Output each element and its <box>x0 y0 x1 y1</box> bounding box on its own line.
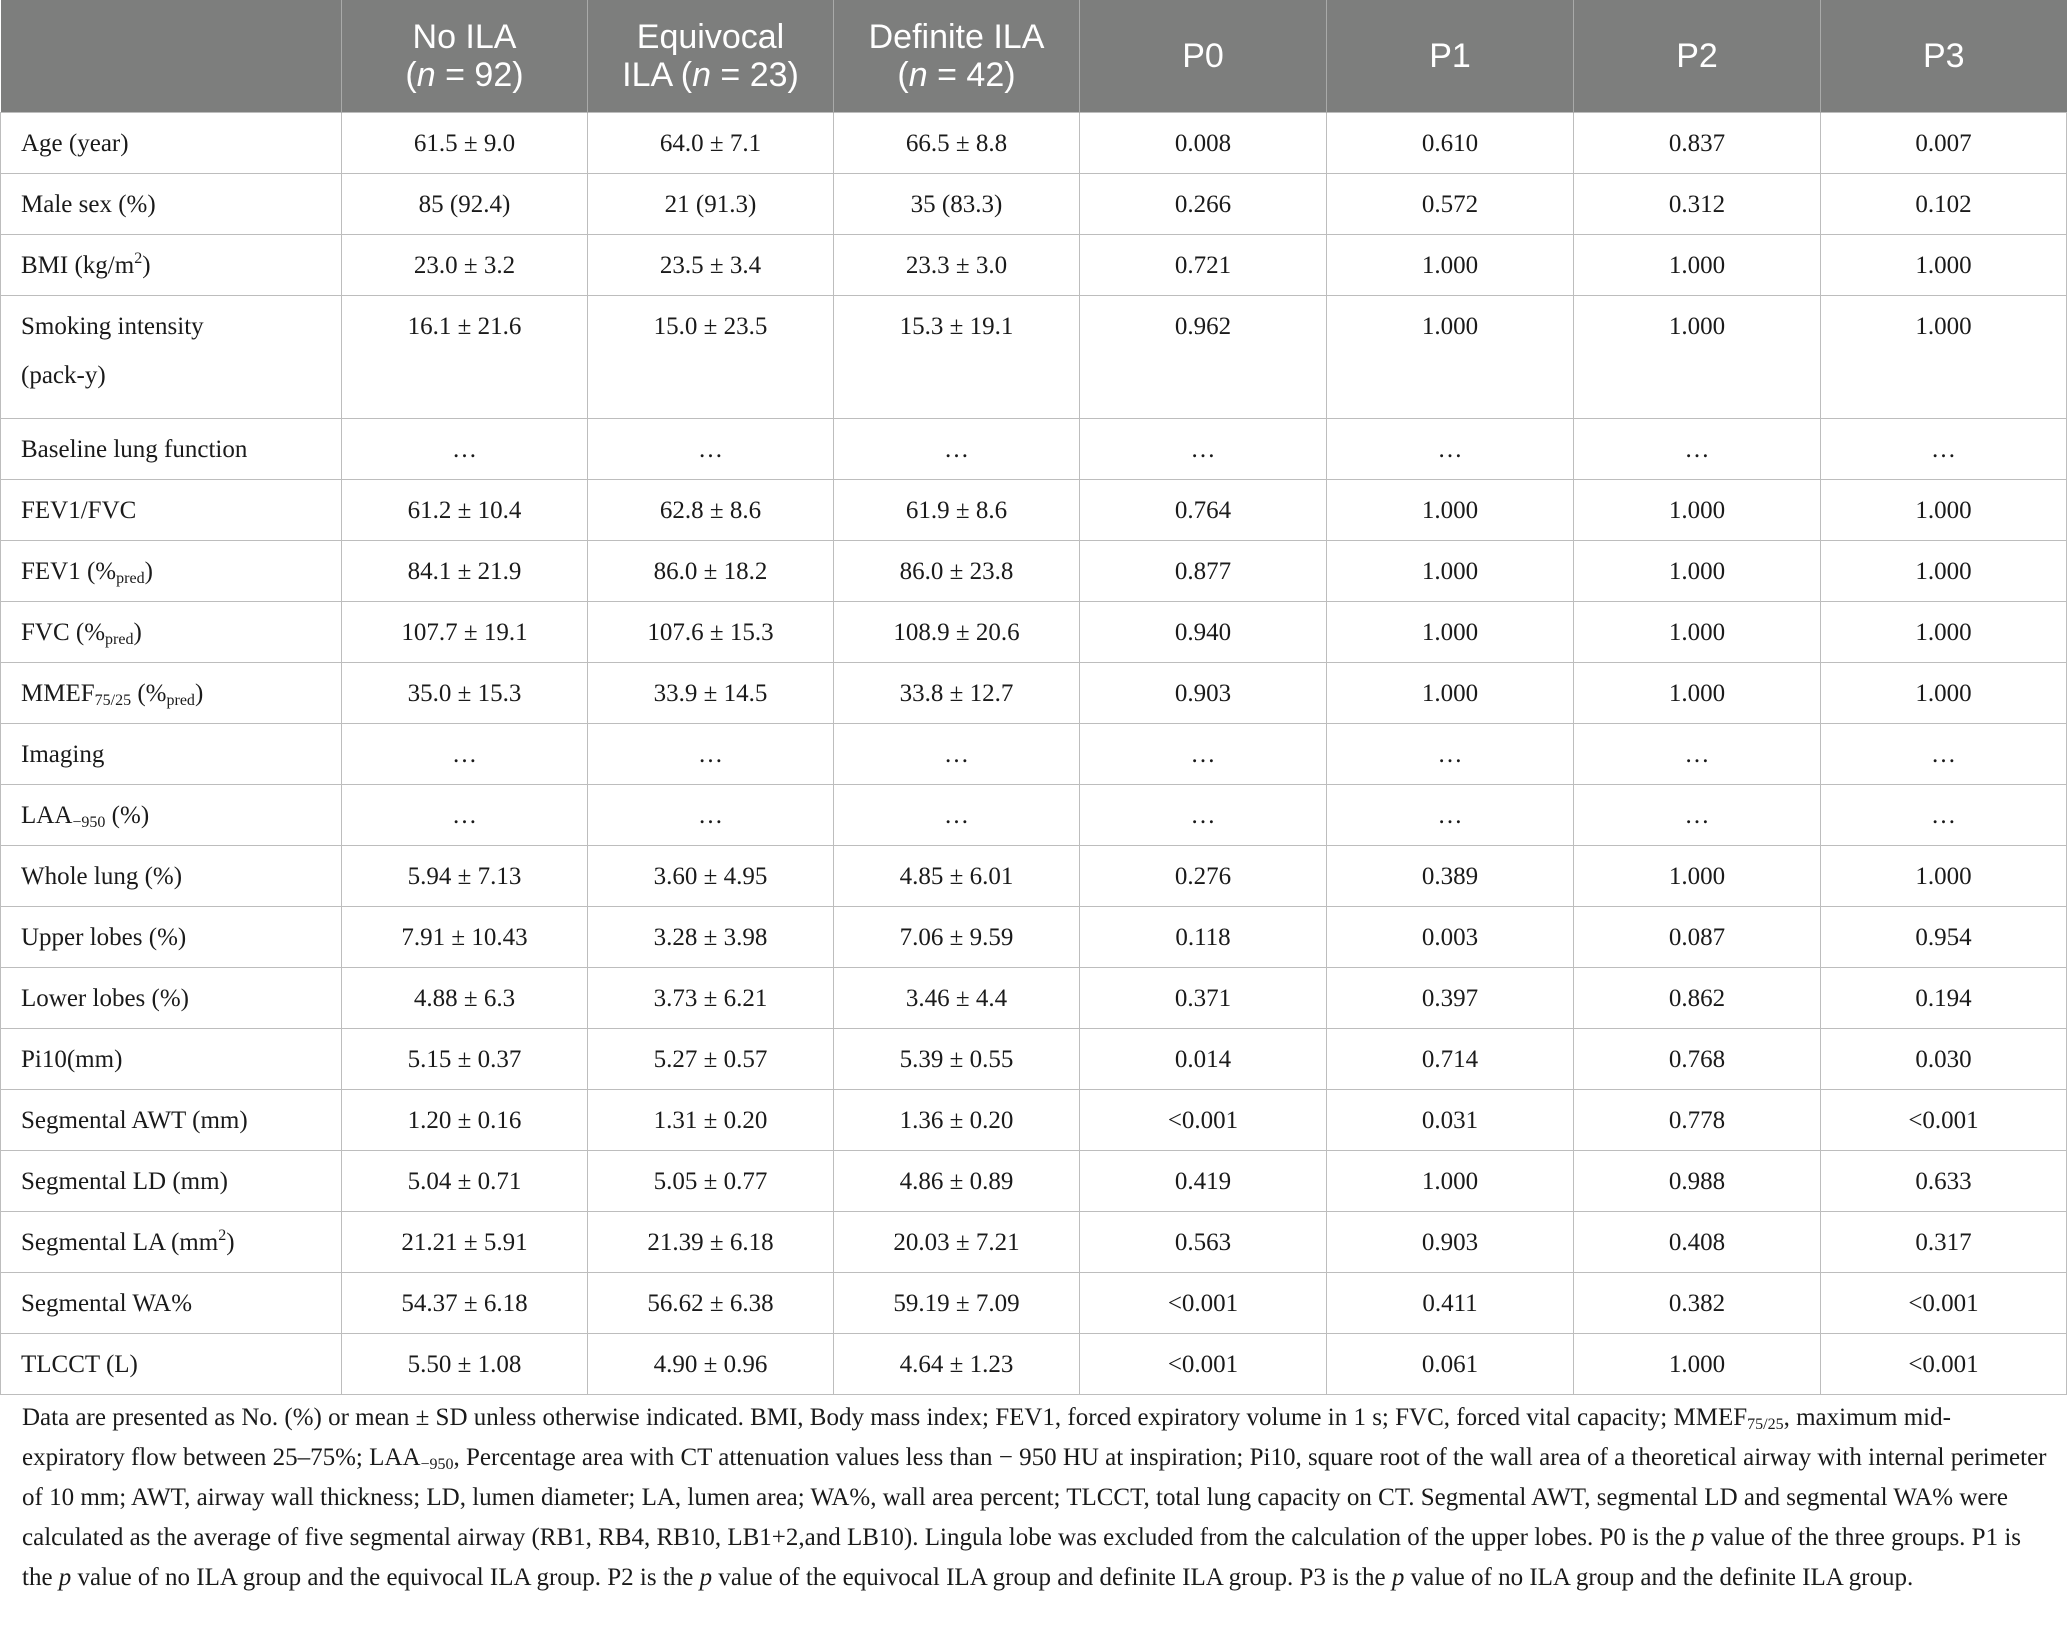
cell-equivocal: 107.6 ± 15.3 <box>588 602 834 663</box>
cell-no-ila: 21.21 ± 5.91 <box>342 1212 588 1273</box>
cell-p1: 0.572 <box>1327 174 1574 235</box>
row-label: Segmental WA% <box>1 1273 342 1334</box>
cell-p3: <0.001 <box>1821 1334 2067 1395</box>
table-row <box>1 602 2067 663</box>
cell-equivocal: 33.9 ± 14.5 <box>588 663 834 724</box>
cell-equivocal: … <box>588 724 834 785</box>
cell-p0: 0.903 <box>1080 663 1327 724</box>
header-p2: P2 <box>1574 0 1821 113</box>
cell-p1: 1.000 <box>1327 1151 1574 1212</box>
header-no-ila-title: No ILA <box>412 18 517 56</box>
cell-equivocal: 5.27 ± 0.57 <box>588 1029 834 1090</box>
cell-p1: 1.000 <box>1327 602 1574 663</box>
header-definite-count <box>840 56 1073 94</box>
cell-definite: 20.03 ± 7.21 <box>834 1212 1080 1273</box>
table-row <box>1 541 2067 602</box>
cell-p2: 0.778 <box>1574 1090 1821 1151</box>
cell-no-ila: 23.0 ± 3.2 <box>342 235 588 296</box>
table-row <box>1 846 2067 907</box>
cell-equivocal: 1.31 ± 0.20 <box>588 1090 834 1151</box>
label-subscript: pred <box>116 570 145 587</box>
cell-no-ila: 7.91 ± 10.43 <box>342 907 588 968</box>
label-tail: ) <box>226 1229 235 1256</box>
ila-prefix: ILA ( <box>622 56 693 94</box>
cell-definite: 1.36 ± 0.20 <box>834 1090 1080 1151</box>
cell-p2: 1.000 <box>1574 480 1821 541</box>
cell-definite: 23.3 ± 3.0 <box>834 235 1080 296</box>
cell-no-ila: 107.7 ± 19.1 <box>342 602 588 663</box>
cell-no-ila: 5.04 ± 0.71 <box>342 1151 588 1212</box>
header-definite-title: Definite ILA <box>868 18 1045 56</box>
row-label: Lower lobes (%) <box>1 968 342 1029</box>
cell-p3: 1.000 <box>1821 846 2067 907</box>
cell-p3: 0.633 <box>1821 1151 2067 1212</box>
header-equivocal-count <box>594 56 827 94</box>
cell-p0: 0.764 <box>1080 480 1327 541</box>
cell-p1: 1.000 <box>1327 235 1574 296</box>
cell-p0: 0.276 <box>1080 846 1327 907</box>
header-no-ila-count <box>348 56 581 94</box>
cell-definite: 33.8 ± 12.7 <box>834 663 1080 724</box>
cell-definite: 4.86 ± 0.89 <box>834 1151 1080 1212</box>
table-row <box>1 1212 2067 1273</box>
cell-p2: 0.408 <box>1574 1212 1821 1273</box>
cell-definite: 3.46 ± 4.4 <box>834 968 1080 1029</box>
cell-p1: 0.411 <box>1327 1273 1574 1334</box>
footnote-text: value of the equivocal ILA group and definite ILA group. P3 is the <box>712 1564 1392 1591</box>
cell-equivocal: 56.62 ± 6.38 <box>588 1273 834 1334</box>
n-symbol: n <box>416 56 436 94</box>
cell-equivocal: 21.39 ± 6.18 <box>588 1212 834 1273</box>
table-row <box>1 663 2067 724</box>
cell-p3: 0.194 <box>1821 968 2067 1029</box>
cell-equivocal: 21 (91.3) <box>588 174 834 235</box>
label-subscript: −950 <box>72 814 106 831</box>
cell-p1: 1.000 <box>1327 541 1574 602</box>
cell-p0: … <box>1080 419 1327 480</box>
cell-equivocal: … <box>588 419 834 480</box>
row-label: Male sex (%) <box>1 174 342 235</box>
cell-p0: 0.940 <box>1080 602 1327 663</box>
table-row <box>1 968 2067 1029</box>
row-label <box>1 1212 342 1273</box>
cell-equivocal: 15.0 ± 23.5 <box>588 296 834 419</box>
label-text: LAA <box>21 802 73 829</box>
cell-p0: <0.001 <box>1080 1273 1327 1334</box>
cell-p1: 0.397 <box>1327 968 1574 1029</box>
cell-definite: 61.9 ± 8.6 <box>834 480 1080 541</box>
n-value: = 92) <box>435 56 524 94</box>
table-row <box>1 1334 2067 1395</box>
cell-equivocal: 3.73 ± 6.21 <box>588 968 834 1029</box>
cell-p2: 1.000 <box>1574 296 1821 419</box>
cell-p2: 0.837 <box>1574 113 1821 174</box>
header-variable <box>1 0 342 113</box>
cell-p0: 0.371 <box>1080 968 1327 1029</box>
row-label: FEV1/FVC <box>1 480 342 541</box>
cell-equivocal: 62.8 ± 8.6 <box>588 480 834 541</box>
row-label: Whole lung (%) <box>1 846 342 907</box>
cell-p3: 1.000 <box>1821 602 2067 663</box>
cell-no-ila: … <box>342 724 588 785</box>
row-label: Imaging <box>1 724 342 785</box>
label-line-1: Smoking intensity <box>21 313 204 340</box>
cell-p2: … <box>1574 785 1821 846</box>
cell-p1: … <box>1327 785 1574 846</box>
cell-definite: 15.3 ± 19.1 <box>834 296 1080 419</box>
label-tail: ) <box>144 558 153 585</box>
cell-equivocal: 5.05 ± 0.77 <box>588 1151 834 1212</box>
row-label: Segmental LD (mm) <box>1 1151 342 1212</box>
cell-equivocal: 86.0 ± 18.2 <box>588 541 834 602</box>
table-header <box>1 0 2067 113</box>
footnote-p-symbol: p <box>58 1564 72 1591</box>
cell-p0: 0.419 <box>1080 1151 1327 1212</box>
cell-p1: 1.000 <box>1327 480 1574 541</box>
row-label: TLCCT (L) <box>1 1334 342 1395</box>
label-text: BMI (kg/m <box>21 252 135 279</box>
row-label: Segmental AWT (mm) <box>1 1090 342 1151</box>
cell-p0: 0.721 <box>1080 235 1327 296</box>
cell-definite: 108.9 ± 20.6 <box>834 602 1080 663</box>
cell-p3: 0.030 <box>1821 1029 2067 1090</box>
table-row <box>1 724 2067 785</box>
cell-p3: <0.001 <box>1821 1090 2067 1151</box>
footnote-text: , Percentage area with CT attenuation values less than − 950 HU at inspiration; Pi10, square root of the wall area of a theoretical airway with internal perimeter of 10 mm; AWT, airway wall thickness; LD, lumen diameter; LA, lumen area; WA%, wall area percent; TLCCT, total lung capacity on CT. Segmental AWT, segmental LD and segmental WA% were calculated as the average of five segmental airway (RB1, RB4, RB10, LB1+2,and LB10). Lingula lobe was excluded from the calculation of the upper lobes. P0 is the <box>22 1444 2047 1551</box>
cell-no-ila: 85 (92.4) <box>342 174 588 235</box>
cell-p0: 0.877 <box>1080 541 1327 602</box>
row-label <box>1 296 342 419</box>
label-tail: ) <box>194 680 204 707</box>
header-equivocal-ila <box>588 0 834 113</box>
cell-no-ila: 54.37 ± 6.18 <box>342 1273 588 1334</box>
cell-definite: 4.85 ± 6.01 <box>834 846 1080 907</box>
row-label: Age (year) <box>1 113 342 174</box>
cell-p2: 1.000 <box>1574 1334 1821 1395</box>
label-tail: ) <box>133 619 142 646</box>
footnote-text: Data are presented as No. (%) or mean ± SD unless otherwise indicated. BMI, Body mass index; FEV1, forced expiratory volume in 1 s; FVC, forced vital capacity; MMEF <box>22 1404 1748 1431</box>
cell-p3: 0.954 <box>1821 907 2067 968</box>
cell-definite: … <box>834 724 1080 785</box>
cell-p3: 0.007 <box>1821 113 2067 174</box>
cell-p1: 1.000 <box>1327 296 1574 419</box>
cell-p0: … <box>1080 724 1327 785</box>
cell-equivocal: 3.60 ± 4.95 <box>588 846 834 907</box>
cell-equivocal: 4.90 ± 0.96 <box>588 1334 834 1395</box>
table-row <box>1 419 2067 480</box>
cell-p0: 0.008 <box>1080 113 1327 174</box>
cell-definite: 4.64 ± 1.23 <box>834 1334 1080 1395</box>
table-row <box>1 480 2067 541</box>
cell-p1: … <box>1327 419 1574 480</box>
footnote-subscript: 75/25 <box>1747 1416 1784 1433</box>
cell-no-ila: … <box>342 419 588 480</box>
footnote-text: value of the three groups. P1 is the <box>22 1524 2022 1591</box>
header-p3: P3 <box>1821 0 2067 113</box>
cell-p2: 0.087 <box>1574 907 1821 968</box>
cell-p3: 1.000 <box>1821 541 2067 602</box>
cell-p0: <0.001 <box>1080 1090 1327 1151</box>
label-line-2: (pack-y) <box>21 362 106 389</box>
table-row <box>1 296 2067 419</box>
table-row <box>1 785 2067 846</box>
label-subscript: pred <box>166 692 195 709</box>
cell-p1: 0.610 <box>1327 113 1574 174</box>
row-label <box>1 235 342 296</box>
footnote-text: value of no ILA group and the definite ILA group. <box>1404 1564 1914 1591</box>
cell-p1: 0.031 <box>1327 1090 1574 1151</box>
cell-p3: <0.001 <box>1821 1273 2067 1334</box>
cell-no-ila: 1.20 ± 0.16 <box>342 1090 588 1151</box>
row-label: Baseline lung function <box>1 419 342 480</box>
label-tail: (%) <box>105 802 150 829</box>
cell-p3: 0.317 <box>1821 1212 2067 1273</box>
label-superscript: 2 <box>134 250 143 267</box>
cell-p2: 0.382 <box>1574 1273 1821 1334</box>
cell-p3: 0.102 <box>1821 174 2067 235</box>
table-row <box>1 907 2067 968</box>
label-subscript: pred <box>105 631 134 648</box>
n-value: = 42) <box>927 56 1016 94</box>
cell-p0: … <box>1080 785 1327 846</box>
cell-p3: … <box>1821 724 2067 785</box>
row-label <box>1 541 342 602</box>
row-label: Upper lobes (%) <box>1 907 342 968</box>
header-p1: P1 <box>1327 0 1574 113</box>
table-row <box>1 1090 2067 1151</box>
n-symbol: n <box>908 56 928 94</box>
cell-p1: 1.000 <box>1327 663 1574 724</box>
table-row <box>1 1151 2067 1212</box>
cell-p3: 1.000 <box>1821 235 2067 296</box>
cell-p1: 0.061 <box>1327 1334 1574 1395</box>
cell-definite: 66.5 ± 8.8 <box>834 113 1080 174</box>
cell-p1: 0.003 <box>1327 907 1574 968</box>
table-body <box>1 113 2067 1395</box>
cell-no-ila: 5.50 ± 1.08 <box>342 1334 588 1395</box>
header-equivocal-title: Equivocal <box>636 18 785 56</box>
cell-no-ila: 5.94 ± 7.13 <box>342 846 588 907</box>
cell-p2: 1.000 <box>1574 663 1821 724</box>
cell-p3: 1.000 <box>1821 663 2067 724</box>
cell-definite: 86.0 ± 23.8 <box>834 541 1080 602</box>
label-tail: ) <box>142 252 151 279</box>
cell-p3: … <box>1821 419 2067 480</box>
table-row <box>1 113 2067 174</box>
header-row <box>1 0 2067 113</box>
cell-definite: … <box>834 785 1080 846</box>
footnote-text: , maximum mid-expiratory flow between 25–75%; LAA <box>22 1404 1951 1471</box>
table-row <box>1 174 2067 235</box>
cell-p2: 1.000 <box>1574 235 1821 296</box>
cell-equivocal: 3.28 ± 3.98 <box>588 907 834 968</box>
table-footnote <box>22 1398 2052 1598</box>
cell-equivocal: 23.5 ± 3.4 <box>588 235 834 296</box>
footnote-subscript: −950 <box>420 1456 454 1473</box>
footnote-p-symbol: p <box>1391 1564 1405 1591</box>
table-row <box>1 235 2067 296</box>
cell-no-ila: 61.2 ± 10.4 <box>342 480 588 541</box>
cell-p0: 0.266 <box>1080 174 1327 235</box>
n-symbol: n <box>692 56 711 94</box>
header-p0: P0 <box>1080 0 1327 113</box>
cell-p2: 0.988 <box>1574 1151 1821 1212</box>
cell-p0: 0.563 <box>1080 1212 1327 1273</box>
cell-p0: <0.001 <box>1080 1334 1327 1395</box>
cell-no-ila: 4.88 ± 6.3 <box>342 968 588 1029</box>
cell-no-ila: … <box>342 785 588 846</box>
cell-p1: 0.389 <box>1327 846 1574 907</box>
cell-p2: 0.768 <box>1574 1029 1821 1090</box>
row-label <box>1 663 342 724</box>
paren-open: ( <box>405 56 417 94</box>
cell-equivocal: … <box>588 785 834 846</box>
cell-definite: … <box>834 419 1080 480</box>
cell-p2: 0.312 <box>1574 174 1821 235</box>
cell-p0: 0.118 <box>1080 907 1327 968</box>
cell-p3: 1.000 <box>1821 296 2067 419</box>
n-value: = 23) <box>710 56 799 94</box>
table-row <box>1 1029 2067 1090</box>
label-mid: (% <box>131 680 167 707</box>
label-text: MMEF <box>21 680 95 707</box>
cell-no-ila: 61.5 ± 9.0 <box>342 113 588 174</box>
cell-no-ila: 5.15 ± 0.37 <box>342 1029 588 1090</box>
cell-p1: 0.903 <box>1327 1212 1574 1273</box>
row-label: Pi10(mm) <box>1 1029 342 1090</box>
cell-p3: 1.000 <box>1821 480 2067 541</box>
cell-p0: 0.014 <box>1080 1029 1327 1090</box>
cell-p2: 1.000 <box>1574 602 1821 663</box>
cell-p2: 0.862 <box>1574 968 1821 1029</box>
header-definite-ila <box>834 0 1080 113</box>
row-label <box>1 785 342 846</box>
cell-p2: … <box>1574 419 1821 480</box>
label-subscript: 75/25 <box>94 692 132 709</box>
cell-p3: … <box>1821 785 2067 846</box>
cell-definite: 7.06 ± 9.59 <box>834 907 1080 968</box>
cell-no-ila: 84.1 ± 21.9 <box>342 541 588 602</box>
cell-p1: … <box>1327 724 1574 785</box>
footnote-p-symbol: p <box>1691 1524 1705 1551</box>
label-superscript: 2 <box>218 1227 227 1244</box>
cell-definite: 59.19 ± 7.09 <box>834 1273 1080 1334</box>
cell-p2: … <box>1574 724 1821 785</box>
row-label <box>1 602 342 663</box>
cell-no-ila: 35.0 ± 15.3 <box>342 663 588 724</box>
footnote-p-symbol: p <box>699 1564 713 1591</box>
paren-open: ( <box>897 56 909 94</box>
cell-p2: 1.000 <box>1574 846 1821 907</box>
table-row <box>1 1273 2067 1334</box>
cell-equivocal: 64.0 ± 7.1 <box>588 113 834 174</box>
cell-definite: 35 (83.3) <box>834 174 1080 235</box>
cell-p0: 0.962 <box>1080 296 1327 419</box>
label-text: Segmental LA (mm <box>21 1229 219 1256</box>
label-text: FVC (% <box>21 619 106 646</box>
cell-p1: 0.714 <box>1327 1029 1574 1090</box>
cell-p2: 1.000 <box>1574 541 1821 602</box>
cell-definite: 5.39 ± 0.55 <box>834 1029 1080 1090</box>
footnote-text: value of no ILA group and the equivocal ILA group. P2 is the <box>71 1564 700 1591</box>
label-text: FEV1 (% <box>21 558 117 585</box>
cell-no-ila: 16.1 ± 21.6 <box>342 296 588 419</box>
header-no-ila <box>342 0 588 113</box>
